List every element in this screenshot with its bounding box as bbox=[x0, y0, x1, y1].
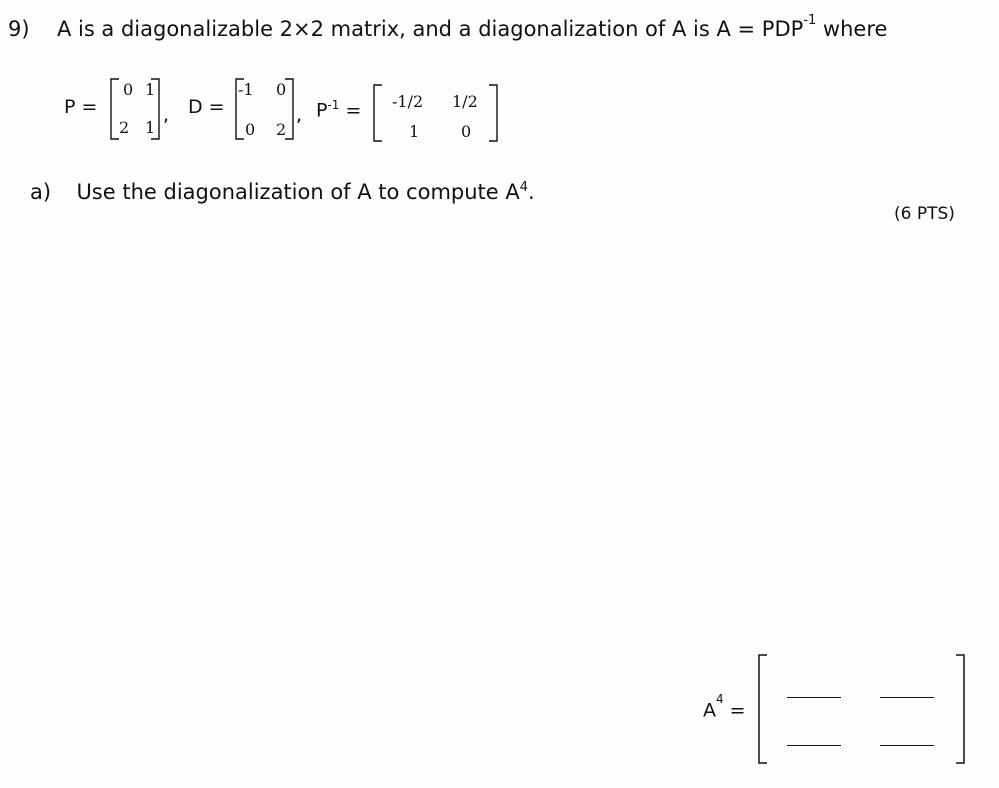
answer-label-base: A bbox=[703, 699, 716, 722]
separator-comma: , bbox=[163, 104, 170, 126]
answer-right-bracket bbox=[955, 654, 965, 764]
statement-where: where bbox=[816, 17, 888, 41]
matrix-d-cell: 2 bbox=[276, 120, 287, 139]
answer-label bbox=[703, 692, 746, 722]
matrix-p-cell: 1 bbox=[145, 80, 156, 99]
matrix-pinv-cell: 1/2 bbox=[452, 92, 478, 111]
answer-label-sup: 4 bbox=[716, 692, 724, 706]
matrix-pinv-cell: 1 bbox=[409, 122, 420, 141]
matrix-p-right-bracket bbox=[150, 78, 160, 140]
matrix-pinv-right-bracket bbox=[488, 84, 498, 142]
answer-blank-r1c2[interactable] bbox=[880, 697, 934, 698]
pinv-label-base: P bbox=[316, 99, 328, 122]
problem-number: 9) bbox=[8, 17, 30, 41]
matrix-d-cell: -1 bbox=[238, 80, 254, 99]
matrix-d-right-bracket bbox=[284, 78, 294, 140]
statement-superscript: -1 bbox=[803, 13, 817, 28]
points-value: (6 PTS) bbox=[894, 204, 955, 224]
statement-text: A is a diagonalizable 2×2 matrix, and a diagonalization of A is A = PDP bbox=[56, 17, 804, 41]
matrix-d-cell: 0 bbox=[245, 120, 256, 139]
pinv-label-eq: = bbox=[339, 99, 362, 122]
answer-left-bracket bbox=[758, 654, 768, 764]
matrix-pinv-label bbox=[316, 98, 361, 121]
matrix-d-cell: 0 bbox=[276, 80, 287, 99]
part-a-text: Use the diagonalization of A to compute A bbox=[76, 180, 520, 204]
answer-blank-r2c1[interactable] bbox=[787, 745, 841, 746]
matrix-pinv-left-bracket bbox=[373, 84, 383, 142]
pinv-label-sup: -1 bbox=[327, 98, 340, 112]
matrix-p-label: P = bbox=[64, 96, 98, 118]
matrix-p-cell: 2 bbox=[119, 118, 130, 137]
answer-blank-r1c1[interactable] bbox=[787, 697, 841, 698]
matrix-p-cell: 0 bbox=[123, 80, 134, 99]
matrix-d-label: D = bbox=[188, 96, 225, 118]
part-a-label: a) bbox=[30, 180, 52, 204]
part-a-period: . bbox=[528, 180, 535, 204]
answer-label-eq: = bbox=[723, 699, 746, 722]
part-a-prompt bbox=[30, 180, 535, 204]
separator-comma: , bbox=[296, 104, 303, 126]
matrix-pinv-cell: 0 bbox=[461, 122, 472, 141]
matrix-pinv-cell: -1/2 bbox=[392, 92, 424, 111]
problem-statement bbox=[8, 13, 888, 41]
answer-blank-r2c2[interactable] bbox=[880, 745, 934, 746]
matrix-p-cell: 1 bbox=[145, 118, 156, 137]
part-a-superscript: 4 bbox=[519, 180, 529, 195]
